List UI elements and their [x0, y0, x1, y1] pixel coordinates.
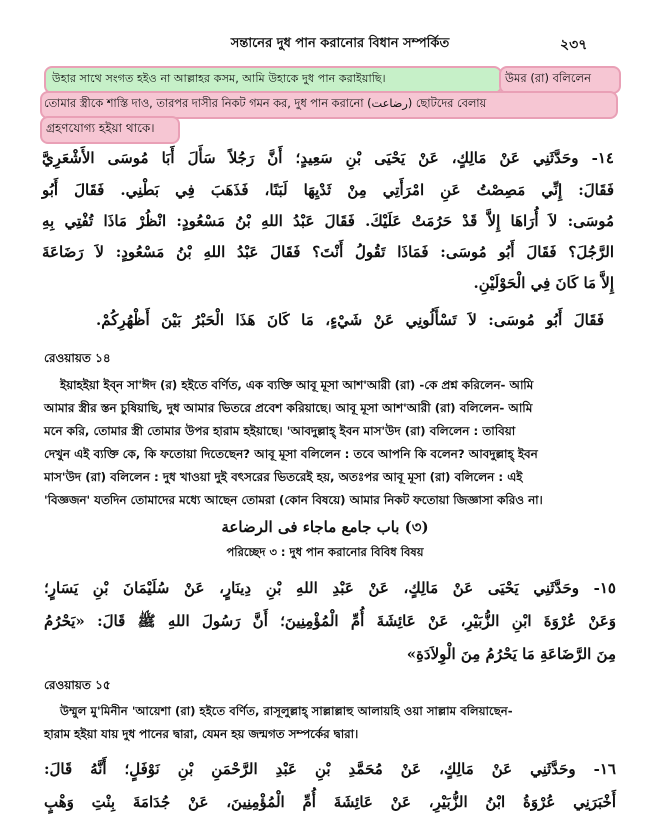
- chapter-bengali-title: পরিচ্ছেদ ৩ : দুধ পান করানোর বিবিধ বিষয়: [226, 545, 424, 559]
- hadith15-arabic-line: وَعَنْ عُرْوَةَ ابْنِ الزُّبَيْرِ، عَنْ عَائِشَةَ أُمِّ الْمُؤْمِنِينَ؛ أَنَّ رَسُولَ اللهِ ﷺ قَالَ: «يَحْرُمُ: [44, 612, 616, 630]
- hadith15-heading: রেওয়ায়ত ১৫: [44, 678, 111, 692]
- hadith14-bengali-line: দেখুন এই ব্যক্তি কে, কি ফতোয়া দিতেছেন? আবূ মূসা বলিলেন : তবে আপনি কি বলেন? আবদুল্লাহ্ ইবন: [44, 447, 538, 461]
- hadith15-arabic-line: ١٥- وحَدَّثَنِي يَحْيَى عَنْ مَالِكٍ، عَنْ عَبْدِ اللهِ بْنِ دِينَارٍ، عَنْ سُلَيْمَانَ بْنِ يَسَارٍ؛: [44, 579, 616, 597]
- hadith14-bengali-line: মনে করি, তোমার স্ত্রী তোমার উপর হারাম হইয়াছে। 'আবদুল্লাহ্ ইবন মাস'উদ (রা) বলিলেন : তাবিয়া: [44, 424, 516, 438]
- hadith15-arabic-line: مِنَ الرَّضَاعَةِ مَا يَحْرُمُ مِنَ الْوِلاَدَةِ»: [406, 645, 616, 663]
- page-title: সন্তানের দুধ পান করানোর বিধান সম্পর্কিত: [230, 36, 450, 51]
- page-number: ২৩৭: [560, 37, 588, 53]
- chapter-arabic-title: (৩) باب جامع ماجاء فى الرضاعة: [221, 518, 429, 536]
- hadith16-arabic-line: أَخْبَرَنِي عُرْوَةُ ابْنُ الزُّبَيْرِ، عَنْ عَائِشَةَ أُمِّ الْمُؤْمِنِينَ، عَنْ جُدَامَةَ بِنْتِ وَهْبٍ: [44, 793, 616, 811]
- hadith14-arabic-line: مُوسَى: لاَ أُرَاهَا إِلاَّ قَدْ حَرُمَتْ عَلَيْكَ. فَقَالَ عَبْدُ اللهِ بْنُ مَسْعُودٍ: انْظُرْ مَاذَا تُفْتِي بِهِ: [42, 212, 614, 230]
- hadith14-arabic-line: الرَّجُلَ؟ فَقَالَ أَبُو مُوسَى: فَمَاذَا تَقُولُ أَنْتَ؟ فَقَالَ عَبْدُ اللهِ بْنُ مَسْعُودٍ: لاَ رَضَاعَةَ: [42, 243, 614, 261]
- highlight-text-pink-3: গ্রহণযোগ্য হইয়া থাকে।: [46, 121, 155, 135]
- highlight-text-pink-1: উমর (রা) বলিলেন: [505, 71, 591, 85]
- hadith14-bengali-line: 'বিজ্ঞজন' যতদিন তোমাদের মধ্যে আছেন তোমরা (কোন বিষয়ে) আমার নিকট ফতোয়া জিজ্ঞাসা করিও না।: [44, 493, 543, 507]
- hadith15-bengali-line: উম্মুল মু'মিনীন 'আয়েশা (রা) হইতে বর্ণিত, রাসূলুল্লাহ্ সাল্লাল্লাহু আলায়হি ওয়া সাল্লাম বলিয়াছেন-: [60, 704, 513, 718]
- highlight-text-green: উহার সাথে সংগত হইও না আল্লাহর কসম, আমি উহাকে দুধ পান করাইয়াছি।: [52, 72, 386, 85]
- hadith14-heading: রেওয়ায়ত ১৪: [44, 351, 111, 365]
- hadith16-arabic-line: ١٦- وحَدَّثَنِي عَنْ مَالِكٍ، عَنْ مُحَمَّدِ بْنِ عَبْدِ الرَّحْمَنِ بْنِ نَوْفَلٍ؛ أَنَّهُ قَالَ:: [44, 760, 616, 778]
- hadith14-arabic-line: فَقَالَ: إِنِّي مَصِصْتُ عَنِ امْرَأَتِي مِنْ ثَدْيِهَا لَبَنًا، فَذَهَبَ فِي بَطْنِي. فَقَالَ أَبُو: [42, 181, 614, 199]
- hadith15-bengali-line: হারাম হইয়া যায় দুধ পানের দ্বারা, যেমন হয় জন্মগত সম্পর্কের দ্বারা।: [44, 727, 359, 741]
- hadith14-arabic-line: إِلاَّ مَا كَانَ فِي الْحَوْلَيْنِ.: [473, 274, 614, 292]
- hadith14-bengali-line: মাস'উদ (রা) বলিলেন : দুধ খাওয়া দুই বৎসরের ভিতরেই হয়, অতঃপর আবূ মূসা (রা) বলিলেন : এই: [44, 470, 523, 484]
- hadith14-arabic-line: ١٤- وحَدَّثَنِي عَنْ مَالِكٍ، عَنْ يَحْيَى بْنِ سَعِيدٍ؛ أَنَّ رَجُلاً سَأَلَ أَبَا مُوسَى الأَشْعَرِيَّ: [42, 149, 614, 167]
- hadith14-bengali-line: ইয়াহইয়া ইব্ন সা'ঈদ (র) হইতে বর্ণিত, এক ব্যক্তি আবূ মূসা আশ'আরী (রা) -কে প্রশ্ন করিলেন- আমি: [60, 378, 534, 392]
- hadith14-arabic-line: فَقَالَ أَبُو مُوسَى: لاَ تَسْأَلُونِي عَنْ شَيْءٍ، مَا كَانَ هَذَا الْحَبْرُ بَيْنَ أَظْهُرِكُمْ.: [96, 311, 604, 329]
- hadith14-bengali-line: আমার স্ত্রীর স্তন চুষিয়াছি, দুধ আমার ভিতরে প্রবেশ করিয়াছে। আবূ মূসা আশ'আরী (রা) বলিলেন- আমি: [44, 401, 533, 415]
- highlight-text-pink-2: তোমার স্ত্রীকে শাস্তি দাও, তারপর দাসীর নিকট গমন কর, দুধ পান করানো (رضاعت) ছোটদের বেলায়: [44, 97, 487, 110]
